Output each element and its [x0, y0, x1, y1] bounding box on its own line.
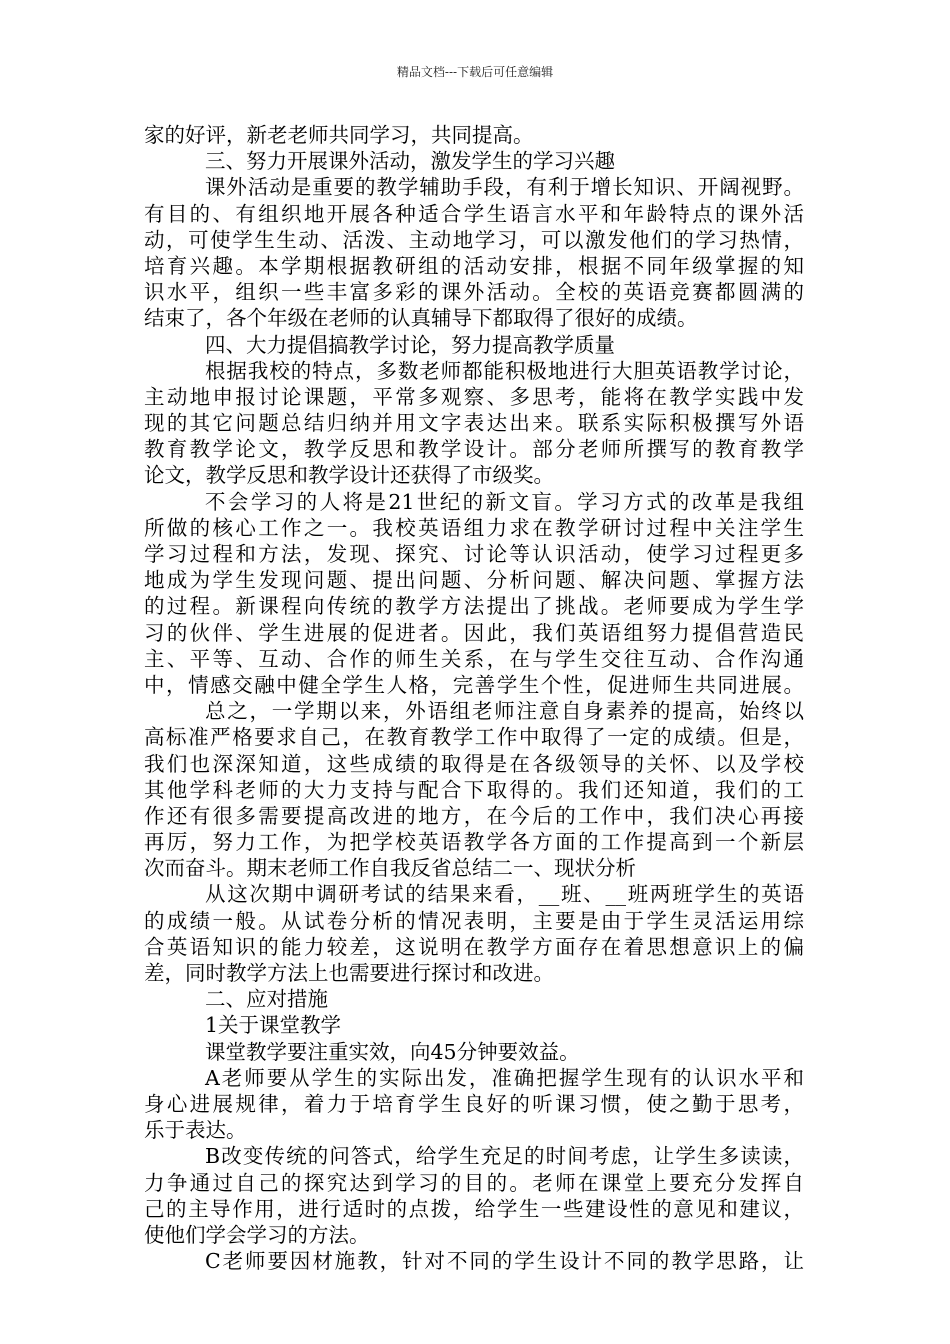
body-text-line: 四、大力提倡搞教学讨论，努力提高教学质量: [205, 332, 615, 357]
body-text-line: 动，可使学生生动、活泼、主动地学习，可以激发他们的学习热情，: [144, 227, 804, 252]
body-text-line: 1关于课堂教学: [205, 1013, 342, 1038]
body-text-line: 次而奋斗。期末老师工作自我反省总结二一、现状分析: [144, 856, 636, 881]
body-text-line: 己的主导作用，进行适时的点拨，给学生一些建设性的意见和建议，: [144, 1196, 804, 1221]
body-text-line: 有目的、有组织地开展各种适合学生语言水平和年龄特点的课外活: [144, 201, 804, 226]
body-text-line: 其他学科老师的大力支持与配合下取得的。我们还知道，我们的工: [144, 777, 804, 802]
body-text-line: C老师要因材施教，针对不同的学生设计不同的教学思路，让: [205, 1249, 804, 1274]
body-text-line: 习的伙伴、学生进展的促进者。因此，我们英语组努力提倡营造民: [144, 620, 804, 645]
body-text-line: 高标准严格要求自己，在教育教学工作中取得了一定的成绩。但是，: [144, 725, 804, 750]
body-text-line: 学习过程和方法，发现、探究、讨论等认识活动，使学习过程更多: [144, 542, 804, 566]
body-text-line: 差，同时教学方法上也需要进行探讨和改进。: [144, 961, 554, 985]
body-text-line: 家的好评，新老老师共同学习，共同提高。: [144, 123, 534, 147]
body-text-line: 的成绩一般。从试卷分析的情况表明，主要是由于学生灵活运用综: [144, 908, 804, 933]
body-text-line: 识水平，组织一些丰富多彩的课外活动。全校的英语竞赛都圆满的: [144, 280, 804, 305]
body-text-line: 课外活动是重要的教学辅助手段，有利于增长知识、开阔视野。: [205, 175, 804, 200]
body-text-line: 身心进展规律，着力于培育学生良好的听课习惯，使之勤于思考，: [144, 1091, 804, 1116]
body-text-line: 主动地申报讨论课题，平常多观察、多思考，能将在教学实践中发: [144, 384, 804, 409]
body-text-line: 乐于表达。: [144, 1118, 247, 1143]
body-text-line: A老师要从学生的实际出发，准确把握学生现有的认识水平和: [205, 1065, 804, 1090]
body-text-line: 根据我校的特点，多数老师都能积极地进行大胆英语教学讨论，: [205, 358, 804, 383]
body-text-line: 主、平等、互动、合作的师生关系，在与学生交往互动、合作沟通: [144, 646, 804, 671]
document-body: [144, 122, 804, 1274]
body-text-line: 结束了，各个年级在老师的认真辅导下都取得了很好的成绩。: [144, 306, 698, 331]
body-text-line: 教育教学论文，教学反思和教学设计。部分老师所撰写的教育教学: [144, 437, 804, 462]
body-text-line: 作还有很多需要提高改进的地方，在今后的工作中，我们决心再接: [144, 803, 804, 828]
body-text-line: 所做的核心工作之一。我校英语组力求在教学研讨过程中关注学生: [144, 515, 804, 540]
body-text-line: 我们也深深知道，这些成绩的取得是在各级领导的关怀、以及学校: [144, 751, 804, 776]
body-text-line: 地成为学生发现问题、提出问题、分析问题、解决问题、掌握方法: [144, 568, 804, 593]
body-text-line: 力争通过自己的探究达到学习的目的。老师在课堂上要充分发挥自: [144, 1170, 804, 1195]
body-text-line: 论文，教学反思和教学设计还获得了市级奖。: [144, 463, 554, 488]
body-text-line: 从这次期中调研考试的结果来看，__班、__班两班学生的英语: [205, 882, 804, 907]
body-text-line: 合英语知识的能力较差，这说明在教学方面存在着思想意识上的偏: [144, 934, 804, 959]
body-text-line: 课堂教学要注重实效，向45分钟要效益。: [205, 1039, 580, 1064]
body-text-line: B改变传统的问答式，给学生充足的时间考虑，让学生多读读，: [205, 1144, 804, 1169]
body-text-line: 的过程。新课程向传统的教学方法提出了挑战。老师要成为学生学: [144, 594, 804, 619]
body-text-line: 现的其它问题总结归纳并用文字表达出来。联系实际积极撰写外语: [144, 411, 804, 436]
body-text-line: 再厉，努力工作，为把学校英语教学各方面的工作提高到一个新层: [144, 830, 804, 855]
body-text-line: 中，情感交融中健全学生人格，完善学生个性，促进师生共同进展。: [144, 672, 804, 697]
body-text-line: 不会学习的人将是21世纪的新文盲。学习方式的改革是我组: [205, 489, 804, 514]
body-text-line: 总之，一学期以来，外语组老师注意自身素养的提高，始终以: [205, 699, 804, 724]
body-text-line: 使他们学会学习的方法。: [144, 1222, 370, 1247]
body-text-line: 培育兴趣。本学期根据教研组的活动安排，根据不同年级掌握的知: [144, 253, 804, 278]
body-text-line: 三、努力开展课外活动，激发学生的学习兴趣: [205, 149, 615, 174]
body-text-line: 二、应对措施: [205, 987, 328, 1012]
page-header: 精品文档---下载后可任意编辑: [396, 65, 554, 79]
